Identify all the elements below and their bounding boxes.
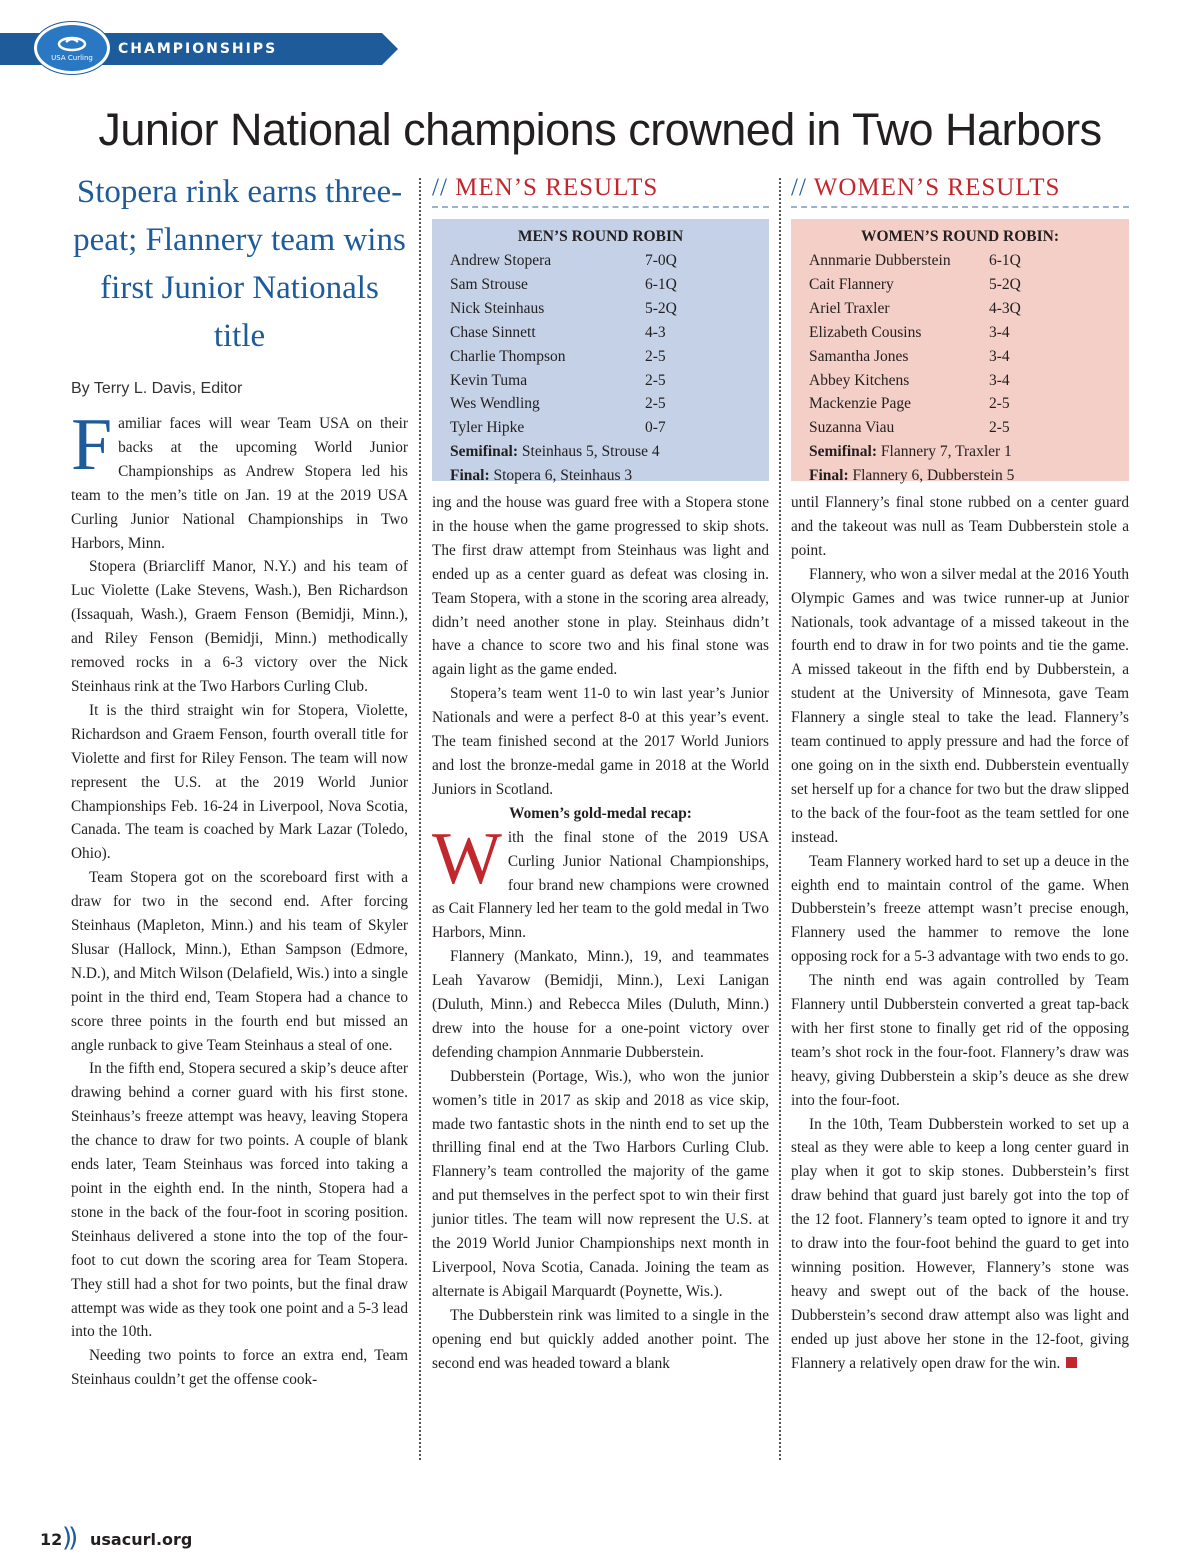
standings-row bbox=[809, 297, 1111, 321]
paragraph bbox=[71, 404, 408, 555]
article-subtitle: Stopera rink earns three-peat; Flannery team wins first Junior Nationals title bbox=[73, 174, 406, 354]
team-record: 2-5 bbox=[989, 395, 1010, 413]
standings-row bbox=[450, 392, 751, 416]
team-name: Cait Flannery bbox=[809, 275, 894, 293]
team-name: Ariel Traxler bbox=[809, 299, 890, 317]
final-text: Flannery 6, Dubberstein 5 bbox=[852, 467, 1015, 485]
paragraph: Team Stopera got on the scoreboard first with a draw for two in the second end. After forcing Steinhaus (Mapleton, Minn.) and his team of Skyler Slusar (Hallock, Minn.), Ethan Sampson (Edmore, N.D.), and Mitch Wilson (Delafield, Wis.) into a single point in the third end, Team Stopera had a chance to score three points in the fourth end but missed an angle runback to give Team Steinhaus a steal of one. bbox=[71, 869, 408, 1054]
standings-row bbox=[450, 321, 751, 345]
site-url: usacurl.org bbox=[90, 1530, 193, 1549]
womens-results-box bbox=[791, 219, 1129, 485]
logo-text: USA Curling bbox=[51, 54, 93, 62]
team-record: 0-7 bbox=[645, 419, 666, 437]
standings-row bbox=[809, 416, 1111, 440]
paragraph: until Flannery’s final stone rubbed on a center guard and the takeout was null as Team Dubberstein stole a point. bbox=[791, 494, 1129, 559]
article-column-2 bbox=[432, 168, 769, 1376]
paragraph: Stopera’s team went 11-0 to win last year’s Junior Nationals and were a perfect 8-0 at this year’s event. The team finished second at the 2017 World Juniors and lost the bronze-medal game in 2018 at the World Juniors in Scotland. bbox=[432, 685, 769, 798]
team-name: Abbey Kitchens bbox=[809, 371, 910, 389]
team-record: 5-2Q bbox=[989, 275, 1021, 293]
team-record: 2-5 bbox=[645, 371, 666, 389]
paragraph: The Dubberstein rink was limited to a single in the opening end but quickly added another point. The second end was headed toward a blank bbox=[432, 1306, 769, 1372]
footer-parens-text: )) bbox=[62, 1523, 75, 1553]
results-table-title: MEN’S ROUND ROBIN bbox=[517, 228, 684, 245]
team-name: Nick Steinhaus bbox=[450, 299, 545, 317]
team-record: 3-4 bbox=[989, 371, 1010, 389]
column-divider bbox=[779, 178, 781, 1460]
semifinal-result bbox=[450, 440, 751, 464]
final-label: Final: bbox=[450, 467, 490, 485]
usa-curling-logo bbox=[34, 22, 110, 74]
paragraph: It is the third straight win for Stopera, Violette, Richardson and Graem Fenson, fourth overall title for Violette and first for Riley Fenson. The team will now represent the U.S. at the 2019 World Junior Championships Feb. 16-24 in Liverpool, Nova Scotia, Canada. The team is coached by Mark Lazar (Toledo, Ohio). bbox=[71, 701, 408, 863]
paragraph: Team Flannery worked hard to set up a deuce in the eighth end to maintain control of the game. When Dubberstein’s freeze attempt wasn’t precise enough, Flannery used the hammer to remove the lone opposing rock for a 5-3 advantage with two ends to go. bbox=[791, 852, 1129, 966]
semifinal-label: Semifinal: bbox=[450, 443, 519, 461]
section-label: CHAMPIONSHIPS bbox=[118, 41, 278, 57]
drop-cap: W bbox=[432, 817, 502, 900]
paragraph: Dubberstein (Portage, Wis.), who won the junior women’s title in 2017 as skip and 2018 as vice skip, made two fantastic shots in the ninth end to set up the thrilling final end at the Two Harbors Curling Club. Flannery’s team controlled the majority of the game and put themselves in the perfect spot to win their first junior titles. The team will now represent the U.S. at the 2019 World Junior Championships next month in Liverpool, Nova Scotia, Canada. Joining the team as alternate is Abigail Marquardt (Poynette, Wis.). bbox=[432, 1067, 769, 1300]
page-title: Junior National champions crowned in Two Harbors bbox=[98, 104, 1102, 155]
team-name: Sam Strouse bbox=[450, 275, 528, 293]
womens-results-heading bbox=[791, 168, 1129, 208]
paragraph: Stopera (Briarcliff Manor, N.Y.) and his team of Luc Violette (Lake Stevens, Wash.), Ben Richardson (Issaquah, Wash.), Graem Fenson (Bemidji, Minn.), and Riley Fenson (Bemidji, Minn.) methodically removed rocks in a 6-3 victory over the Nick Steinhaus rink at the Two Harbors Curling Club. bbox=[71, 558, 408, 695]
byline: By Terry L. Davis, Editor bbox=[71, 380, 243, 397]
paragraph-text: In the 10th, Team Dubberstein worked to set up a steal as they were able to keep a long center guard in play when it got to skip stones. Dubberstein’s first draw behind that guard just barely got into the top of the 12 foot. Flannery’s team opted to ignore it and try to draw into the four-foot behind the guard to get into winning position. However, Flannery’s stone was heavy and swept out of the back of the house. Dubberstein’s second draw attempt also was light and ended up just above her stone in the 12-foot, giving Flannery a relatively open draw for the win. bbox=[791, 1115, 1129, 1372]
team-name: Kevin Tuma bbox=[450, 371, 528, 389]
paragraph: ing and the house was guard free with a Stopera stone in the house when the game progressed to skip shots. The first draw attempt from Steinhaus was light and ended up as a center guard as defeat was closing in. Team Stopera, with a stone in the scoring area already, didn’t need another stone in play. Steinhaus didn’t have a chance to score two and his final stone was again light as the game ended. bbox=[432, 494, 769, 679]
team-record: 3-4 bbox=[989, 323, 1010, 341]
paragraph-text: ith the final stone of the 2019 USA Curling Junior National Championships, four brand new champions were crowned as Cait Flannery led her team to the gold medal in Two Harbors, Minn. bbox=[432, 828, 769, 942]
womens-recap-subhead: Women’s gold-medal recap: bbox=[509, 804, 692, 822]
final-text: Stopera 6, Steinhaus 3 bbox=[493, 467, 633, 485]
heading-text: WOMEN’S RESULTS bbox=[813, 174, 1061, 201]
team-record: 4-3Q bbox=[989, 299, 1021, 317]
team-record: 3-4 bbox=[989, 347, 1010, 365]
standings-row bbox=[450, 369, 751, 393]
semifinal-text: Steinhaus 5, Strouse 4 bbox=[521, 443, 660, 461]
team-name: Elizabeth Cousins bbox=[809, 323, 922, 341]
standings-row bbox=[450, 297, 751, 321]
semifinal-label: Semifinal: bbox=[809, 443, 878, 461]
womens-standings-table bbox=[809, 249, 1111, 440]
standings-row bbox=[809, 345, 1111, 369]
paragraph bbox=[791, 1113, 1129, 1376]
curling-stone-icon bbox=[57, 34, 87, 52]
final-label: Final: bbox=[809, 467, 849, 485]
footer-parens-icon bbox=[62, 1523, 74, 1553]
team-name: Chase Sinnett bbox=[450, 323, 536, 341]
team-record: 2-5 bbox=[645, 395, 666, 413]
team-record: 5-2Q bbox=[645, 299, 677, 317]
heading-slashes: // bbox=[791, 174, 807, 201]
standings-row bbox=[450, 416, 751, 440]
team-name: Wes Wendling bbox=[450, 395, 540, 413]
mens-standings-table bbox=[450, 249, 751, 440]
team-record: 6-1Q bbox=[989, 252, 1021, 269]
paragraph bbox=[432, 817, 769, 946]
team-name: Suzanna Viau bbox=[809, 419, 895, 437]
team-record: 2-5 bbox=[645, 347, 666, 365]
standings-row bbox=[809, 369, 1111, 393]
team-name: Charlie Thompson bbox=[450, 347, 566, 365]
team-record: 6-1Q bbox=[645, 275, 677, 293]
standings-row bbox=[809, 249, 1111, 273]
team-name: Mackenzie Page bbox=[809, 395, 911, 413]
paragraph: Needing two points to force an extra end, Team Steinhaus couldn’t get the offense cook- bbox=[71, 1347, 408, 1389]
article-column-1 bbox=[71, 168, 408, 1392]
paragraph: Flannery, who won a silver medal at the 2016 Youth Olympic Games and was twice runner-up at Junior Nationals, took advantage of a missed takeout in the fourth end to draw in for two points and tie the game. A missed takeout in the fifth end by Dubberstein, a student at the University of Minnesota, gave Team Flannery a single steal to take the lead. Flannery’s team continued to apply pressure and had the force of one going on in the sixth end. Dubberstein eventually set herself up for a chance for two but the draw slipped to the back of the four-foot as the team settled for one instead. bbox=[791, 565, 1129, 846]
semifinal-result bbox=[809, 440, 1111, 464]
paragraph: The ninth end was again controlled by Team Flannery until Dubberstein converted a great tap-back with her first stone to finally get rid of the opposing team’s shot rock in the four-foot. Flannery’s draw was heavy, giving Dubberstein a skip’s deuce as she drew into the four-foot. bbox=[791, 972, 1129, 1109]
team-name: Annmarie Dubberstein bbox=[809, 252, 951, 269]
page-number: 12 bbox=[40, 1530, 63, 1549]
team-name: Tyler Hipke bbox=[450, 419, 525, 437]
column-divider bbox=[419, 178, 421, 1460]
team-record: 7-0Q bbox=[645, 252, 677, 269]
standings-row bbox=[809, 392, 1111, 416]
paragraph: In the fifth end, Stopera secured a skip’s deuce after drawing behind a corner guard with his first stone. Steinhaus’s freeze attempt was heavy, leaving Stopera the chance to draw for two points. A couple of blank ends later, Team Steinhaus was forced into taking a point in the eighth end. In the ninth, Stopera had a stone in the back of the four-foot in scoring position. Steinhaus delivered a stone into the top of the four-foot to cut down the scoring area for Team Stopera. They still had a shot for two points, but the final draw attempt was wide as they took one point and a 5-3 lead into the 10th. bbox=[71, 1060, 408, 1341]
heading-slashes: // bbox=[432, 174, 448, 201]
team-name: Andrew Stopera bbox=[450, 252, 552, 269]
standings-row bbox=[450, 249, 751, 273]
final-result bbox=[450, 464, 751, 488]
heading-text: MEN’S RESULTS bbox=[455, 174, 659, 201]
drop-cap: F bbox=[71, 404, 113, 486]
team-name: Samantha Jones bbox=[809, 347, 909, 365]
article-column-3 bbox=[791, 168, 1129, 1376]
semifinal-text: Flannery 7, Traxler 1 bbox=[880, 443, 1012, 461]
team-record: 4-3 bbox=[645, 323, 666, 341]
standings-row bbox=[450, 273, 751, 297]
paragraph: Flannery (Mankato, Minn.), 19, and teammates Leah Yavarow (Bemidji, Minn.), Lexi Lanigan (Duluth, Minn.) and Rebecca Miles (Duluth, Minn.) drew into the house for a one-point victory over defending champion Annmarie Dubberstein. bbox=[432, 948, 769, 1061]
mens-results-box bbox=[432, 219, 769, 485]
results-table-title: WOMEN’S ROUND ROBIN: bbox=[860, 228, 1060, 245]
paragraph-text: amiliar faces will wear Team USA on their backs at the upcoming World Junior Championships as Andrew Stopera led his team to the men’s title on Jan. 19 at the 2019 USA Curling Junior National Championships in Two Harbors, Minn. bbox=[71, 415, 408, 552]
team-record: 2-5 bbox=[989, 419, 1010, 437]
final-result bbox=[809, 464, 1111, 488]
standings-row bbox=[809, 273, 1111, 297]
standings-row bbox=[450, 345, 751, 369]
standings-row bbox=[809, 321, 1111, 345]
mens-results-heading bbox=[432, 168, 769, 208]
end-of-story-mark bbox=[1066, 1357, 1077, 1368]
